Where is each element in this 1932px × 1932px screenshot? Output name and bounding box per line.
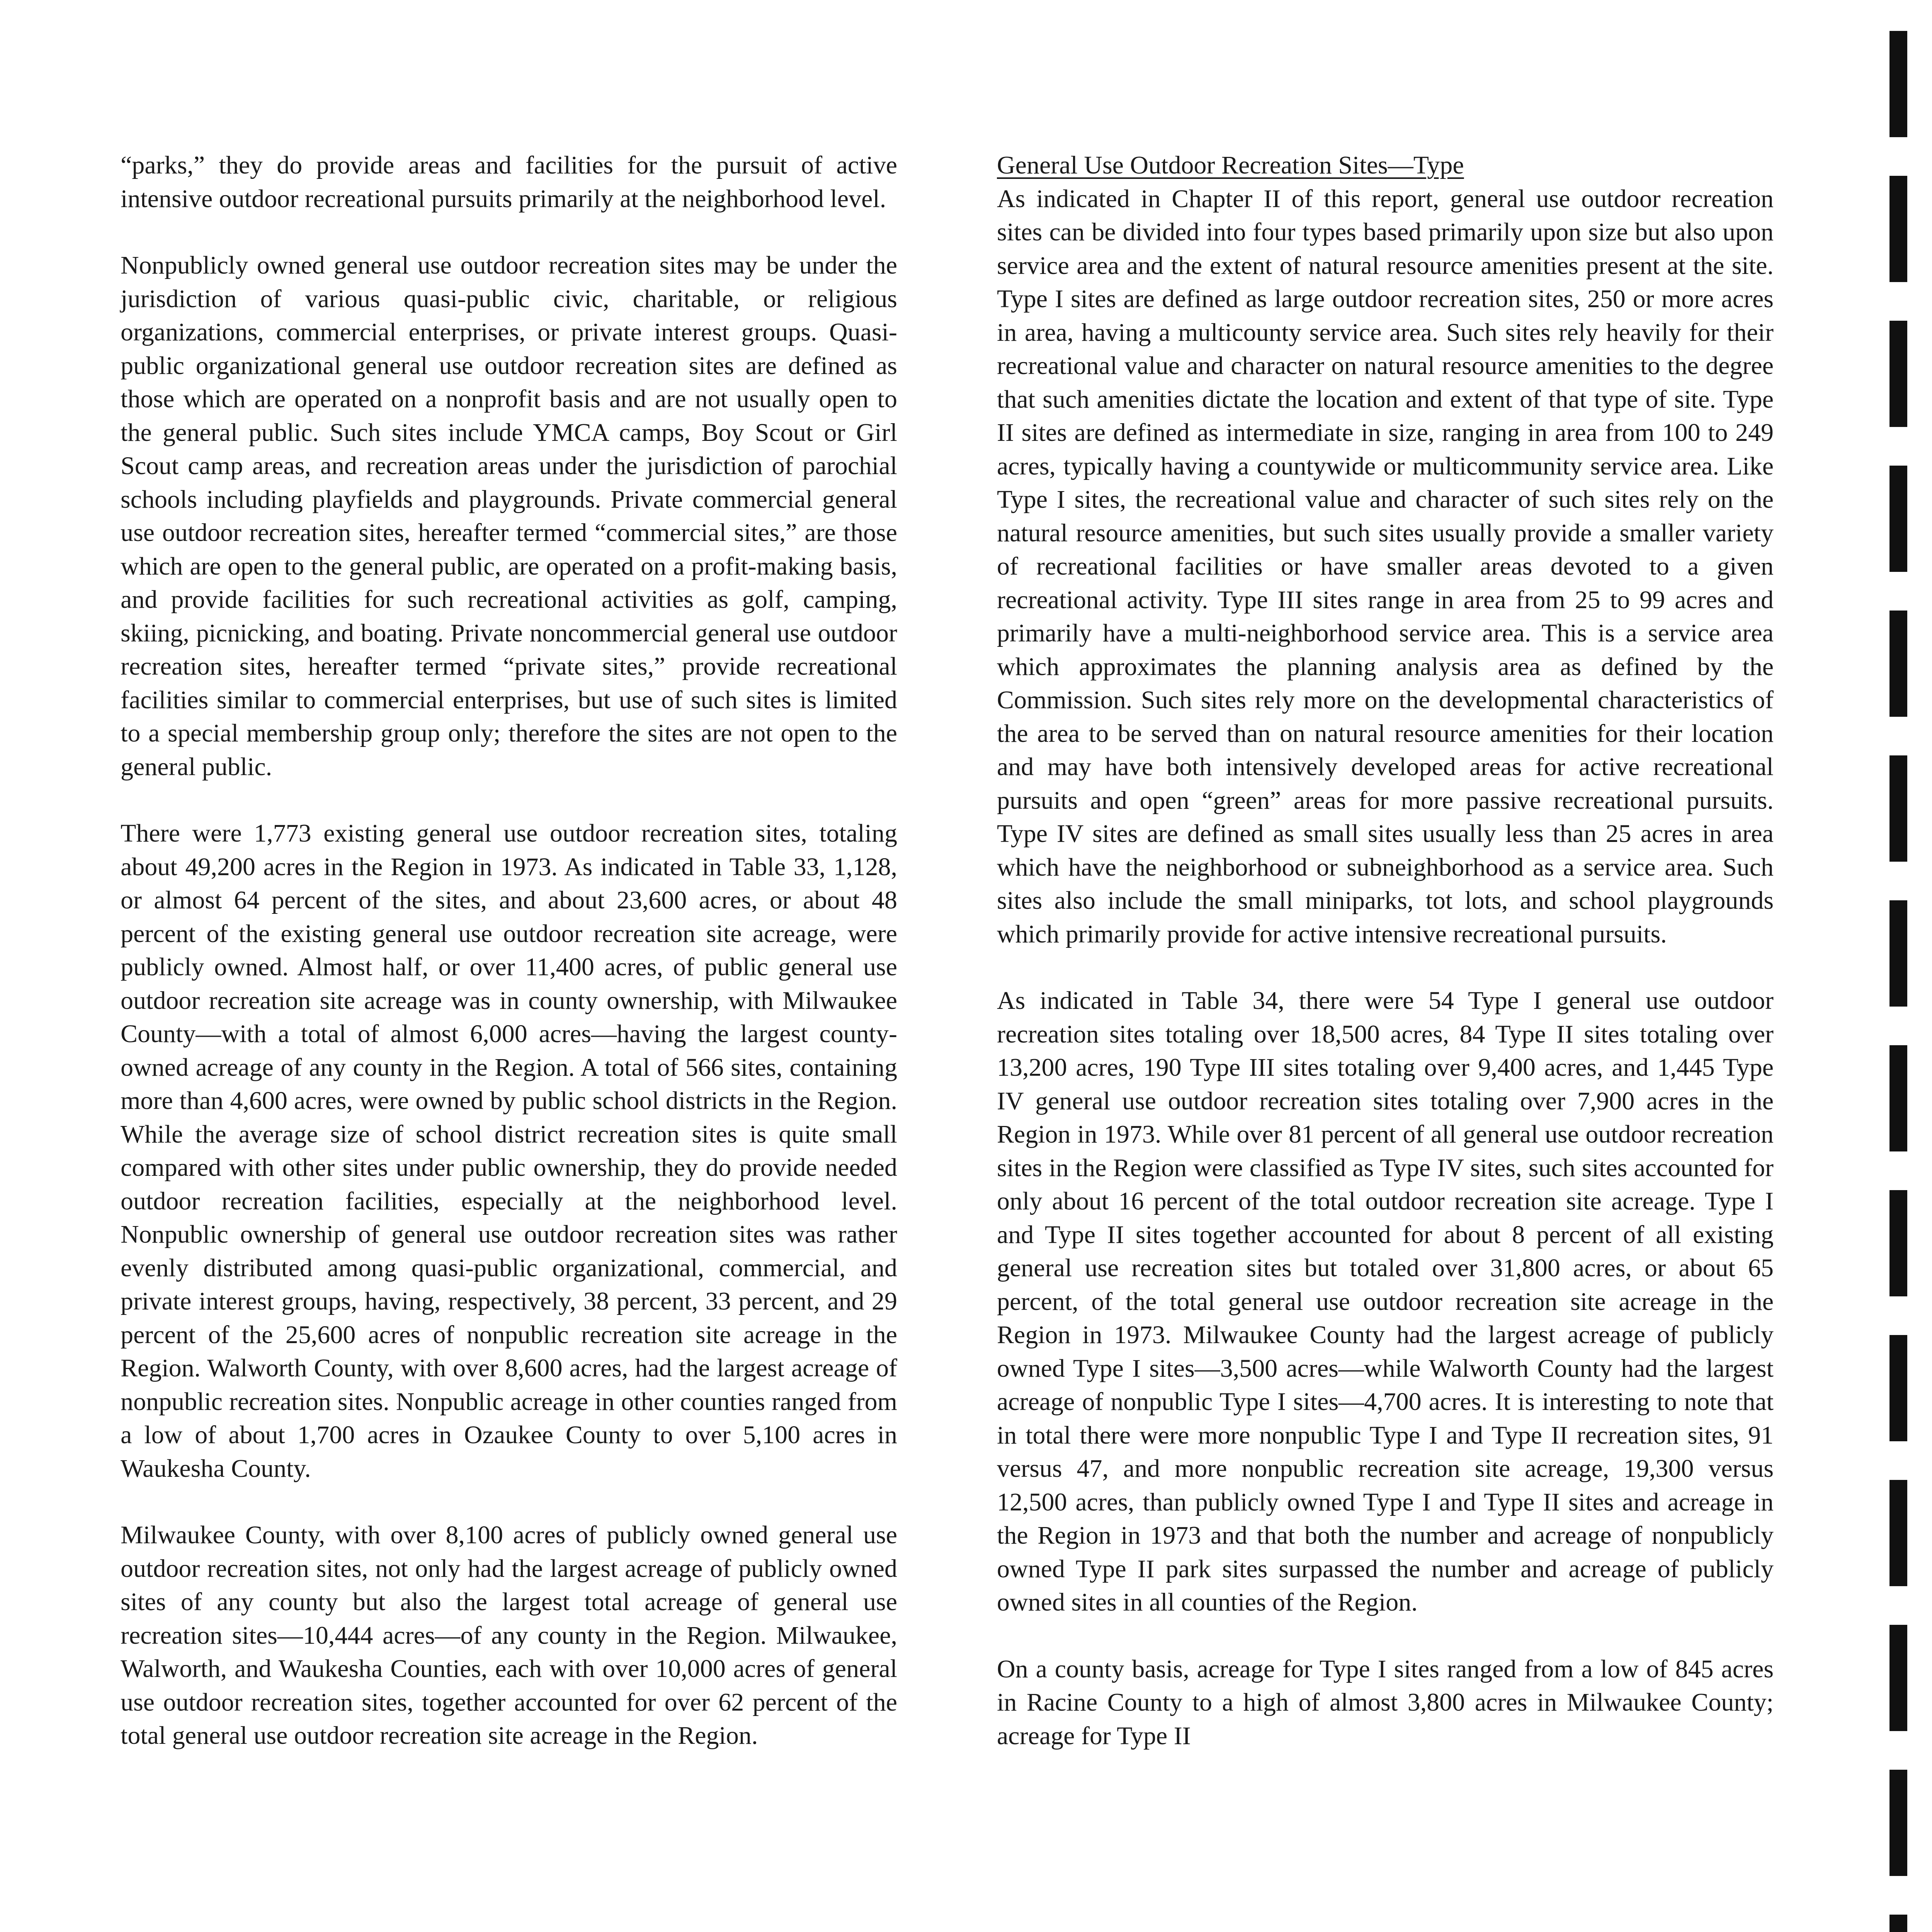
left-paragraph-1: “parks,” they do provide areas and facilities for the pursuit of active intensive outdoor recreational pursuits primarily at the neighborhood level. (121, 151, 897, 213)
left-paragraph-4: Milwaukee County, with over 8,100 acres of publicly owned general use outdoor recreation sites, not only had the largest acreage of publicly owned sites of any county but also the largest total acreage of general use recreation sites—10,444 acres—of any county in the Region. Milwaukee, Walworth, and Waukesha Counties, each with over 10,000 acres of general use outdoor recreation sites, together accounted for over 62 percent of the total general use outdoor recreation site acreage in the Region. (121, 1521, 897, 1750)
edge-mark (1889, 1190, 1907, 1296)
section-heading: General Use Outdoor Recreation Sites—Type (997, 151, 1464, 179)
right-paragraph-2: As indicated in Table 34, there were 54 Type I general use outdoor recreation sites totaling over 18,500 acres, 84 Type II sites totaling over 13,200 acres, 190 Type III sites totaling over 9,400 acres, and 1,445 Type IV general use outdoor recreation sites totaling over 7,900 acres in the Region in 1973. While over 81 percent of all general use outdoor recreation sites in the Region were classified as Type IV sites, such sites accounted for only about 16 percent of the total outdoor recreation site acreage. Type I and Type II sites together accounted for about 8 percent of all existing general use recreation sites but totaled over 31,800 acres, or about 65 percent, of the total general use outdoor recreation site acreage in the Region in 1973. Milwaukee County had the largest acreage of publicly owned Type I sites—3,500 acres—while Walworth County had the largest acreage of nonpublic Type I sites—4,700 acres. It is interesting to note that in total there were more nonpublic Type I and Type II recreation sites, 91 versus 47, and more nonpublic recreation site acreage, 19,300 versus 12,500 acres, than publicly owned Type I and Type II sites and acreage in the Region in 1973 and that both the number and acreage of nonpublicly owned Type II park sites surpassed the number and acreage of publicly owned sites in all counties of the Region. (997, 986, 1774, 1616)
left-text-column (121, 149, 897, 1786)
edge-mark (1889, 31, 1907, 137)
edge-mark (1889, 1625, 1907, 1731)
edge-mark (1889, 1915, 1907, 1932)
edge-mark (1889, 1770, 1907, 1876)
edge-mark (1889, 321, 1907, 427)
edge-mark (1889, 1335, 1907, 1441)
left-paragraph-3: There were 1,773 existing general use outdoor recreation sites, totaling about 49,200 acres in the Region in 1973. As indicated in Table 33, 1,128, or almost 64 percent of the sites, and about 23,600 acres, or about 48 percent of the existing general use outdoor recreation site acreage, were publicly owned. Almost half, or over 11,400 acres, of public general use outdoor recreation site acreage was in county ownership, with Milwaukee County—with a total of almost 6,000 acres—having the largest county-owned acreage of any county in the Region. A total of 566 sites, containing more than 4,600 acres, were owned by public school districts in the Region. While the average size of school district recreation sites is quite small compared with other sites under public ownership, they do provide needed outdoor recreation facilities, especially at the neighborhood level. Nonpublic ownership of general use outdoor recreation sites was rather evenly distributed among quasi-public organizational, commercial, and private interest groups, having, respectively, 38 percent, 33 percent, and 29 percent of the 25,600 acres of nonpublic recreation site acreage in the Region. Walworth County, with over 8,600 acres, had the largest acreage of nonpublic recreation sites. Nonpublic acreage in other counties ranged from a low of about 1,700 acres in Ozaukee County to over 5,100 acres in Waukesha County. (121, 819, 897, 1483)
edge-mark (1889, 466, 1907, 572)
edge-mark (1889, 755, 1907, 862)
edge-mark (1889, 1045, 1907, 1151)
right-paragraph-3: On a county basis, acreage for Type I sites ranged from a low of 845 acres in Racine County to a high of almost 3,800 acres in Milwaukee County; acreage for Type II (997, 1655, 1774, 1750)
edge-mark (1889, 611, 1907, 717)
edge-mark (1889, 176, 1907, 282)
right-paragraph-1: As indicated in Chapter II of this report, general use outdoor recreation sites can be divided into four types based primarily upon size but also upon service area and the extent of natural resource amenities present at the site. Type I sites are defined as large outdoor recreation sites, 250 or more acres in area, having a multicounty service area. Such sites rely heavily for their recreational value and character on natural resource amenities to the degree that such amenities dictate the location and extent of that type of site. Type II sites are defined as intermediate in size, ranging in area from 100 to 249 acres, typically having a countywide or multicommunity service area. Like Type I sites, the recreational value and character of such sites rely on the natural resource amenities, but such sites usually provide a smaller variety of recreational facilities or have smaller areas devoted to a given recreational activity. Type III sites range in area from 25 to 99 acres and primarily have a multi-neighborhood service area. This is a service area which approximates the planning analysis area as defined by the Commission. Such sites rely more on the developmental characteristics of the area to be served than on natural resource amenities for their location and may have both intensively developed areas for active recreational pursuits and open “green” areas for more passive recreational pursuits. Type IV sites are defined as small sites usually less than 25 acres in area which have the neighborhood or subneighborhood as a service area. Such sites also include the small miniparks, tot lots, and school playgrounds which primarily provide for active intensive recreational pursuits. (997, 184, 1774, 948)
left-paragraph-2: Nonpublicly owned general use outdoor recreation sites may be under the jurisdiction of various quasi-public civic, charitable, or religious organizations, commercial enterprises, or private interest groups. Quasi-public organizational general use outdoor recreation sites are defined as those which are operated on a nonprofit basis and are not usually open to the general public. Such sites include YMCA camps, Boy Scout or Girl Scout camp areas, and recreation areas under the jurisdiction of parochial schools including playfields and playgrounds. Private commercial general use outdoor recreation sites, hereafter termed “commercial sites,” are those which are open to the general public, are operated on a profit-making basis, and provide facilities for such recreational activities as golf, camping, skiing, picnicking, and boating. Private noncommercial general use outdoor recreation sites, hereafter termed “private sites,” provide recreational facilities similar to commercial enterprises, but use of such sites is limited to a special membership group only; therefore the sites are not open to the general public. (121, 251, 897, 781)
edge-mark (1889, 900, 1907, 1007)
edge-index-marks (1889, 0, 1913, 1932)
edge-mark (1889, 1480, 1907, 1586)
right-text-column (997, 149, 1774, 1786)
